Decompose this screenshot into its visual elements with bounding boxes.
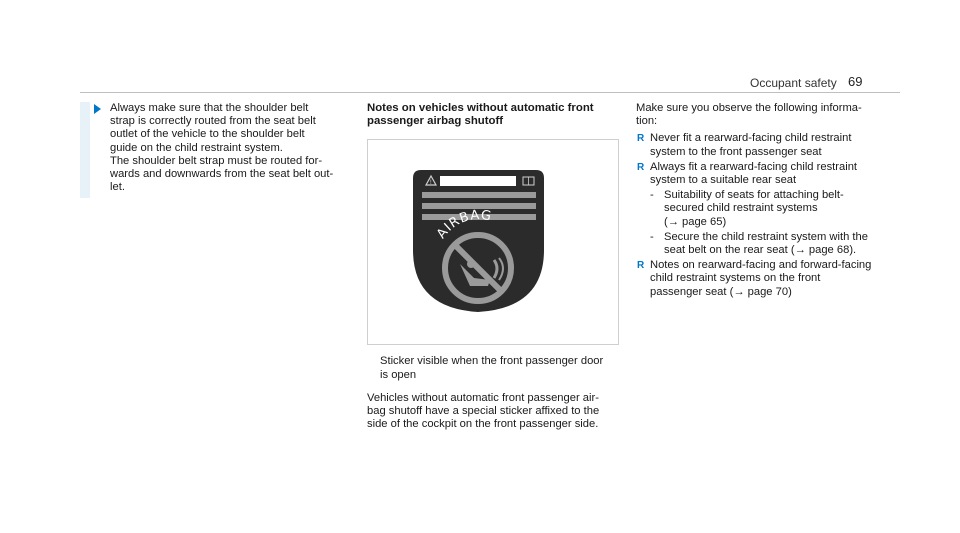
section-title-line: Notes on vehicles without automatic front xyxy=(367,102,594,114)
svg-text:!: ! xyxy=(429,179,433,187)
text-line: outlet of the vehicle to the shoulder belt xyxy=(110,128,305,141)
header-title: Occupant safety xyxy=(750,76,837,90)
dash-icon: - xyxy=(650,189,654,202)
text-line: guide on the child restraint system. xyxy=(110,141,283,154)
text-line: Notes on rearward-facing and forward-facing xyxy=(650,259,872,272)
column-left xyxy=(80,102,352,194)
sticker-figure xyxy=(367,139,619,345)
text-line: strap is correctly routed from the seat belt xyxy=(110,115,316,128)
text-line: Make sure you observe the following informa- xyxy=(636,102,862,114)
section-title-line: passenger airbag shutoff xyxy=(367,115,504,128)
instruction-bar xyxy=(80,102,90,198)
page-reference-link[interactable]: passenger seat (→ page 70) xyxy=(650,285,792,298)
text-line: Vehicles without automatic front passenger air- xyxy=(367,391,599,404)
list-item xyxy=(636,161,904,187)
text-line: wards and downwards from the seat belt out- xyxy=(110,168,334,181)
text-line: let. xyxy=(110,181,125,194)
sub-list-item xyxy=(636,231,904,257)
text-line: system to a suitable rear seat xyxy=(650,174,797,187)
airbag-arc-text: AIRBAG xyxy=(434,208,494,243)
page-reference-link[interactable]: (→ page 65) xyxy=(664,215,727,228)
list-item xyxy=(636,259,904,299)
column-middle xyxy=(367,102,625,431)
dash-icon: - xyxy=(650,230,654,243)
instruction-arrow-icon xyxy=(94,104,101,114)
text-line: Always make sure that the shoulder belt xyxy=(110,102,309,114)
text-line: Always fit a rearward-facing child restraint xyxy=(650,160,858,173)
page-reference-link[interactable]: seat belt on the rear seat (→ page 68). xyxy=(664,244,857,257)
section-title xyxy=(367,102,625,128)
caption-line: is open xyxy=(380,368,417,381)
header-rule xyxy=(80,92,900,93)
text-line: Suitability of seats for attaching belt- xyxy=(664,189,844,202)
text-line: tion: xyxy=(636,115,658,128)
text-line: bag shutoff have a special sticker affixed to the xyxy=(367,405,600,418)
text-line: system to the front passenger seat xyxy=(650,145,822,158)
instruction-block xyxy=(80,102,352,194)
list-item xyxy=(636,132,904,158)
text-line: secured child restraint systems xyxy=(664,202,818,215)
page-number: 69 xyxy=(848,74,863,89)
bullet-icon: R xyxy=(637,133,645,145)
text-line: child restraint systems on the front xyxy=(650,272,821,285)
figure-caption xyxy=(367,355,625,381)
text-line: Never fit a rearward-facing child restraint xyxy=(650,132,852,145)
paragraph xyxy=(367,392,625,432)
airbag-sticker-icon xyxy=(368,140,618,344)
bullet-icon: R xyxy=(637,260,645,272)
bullet-icon: R xyxy=(637,161,645,173)
column-right xyxy=(636,102,904,299)
intro-text xyxy=(636,102,904,128)
sub-list-item xyxy=(636,189,904,229)
caption-line: Sticker visible when the front passenger door xyxy=(380,355,604,368)
info-list xyxy=(636,132,904,298)
text-line: Secure the child restraint system with the xyxy=(664,230,868,243)
text-line: side of the cockpit on the front passenger side. xyxy=(367,418,599,431)
text-line: The shoulder belt strap must be routed for- xyxy=(110,154,323,167)
